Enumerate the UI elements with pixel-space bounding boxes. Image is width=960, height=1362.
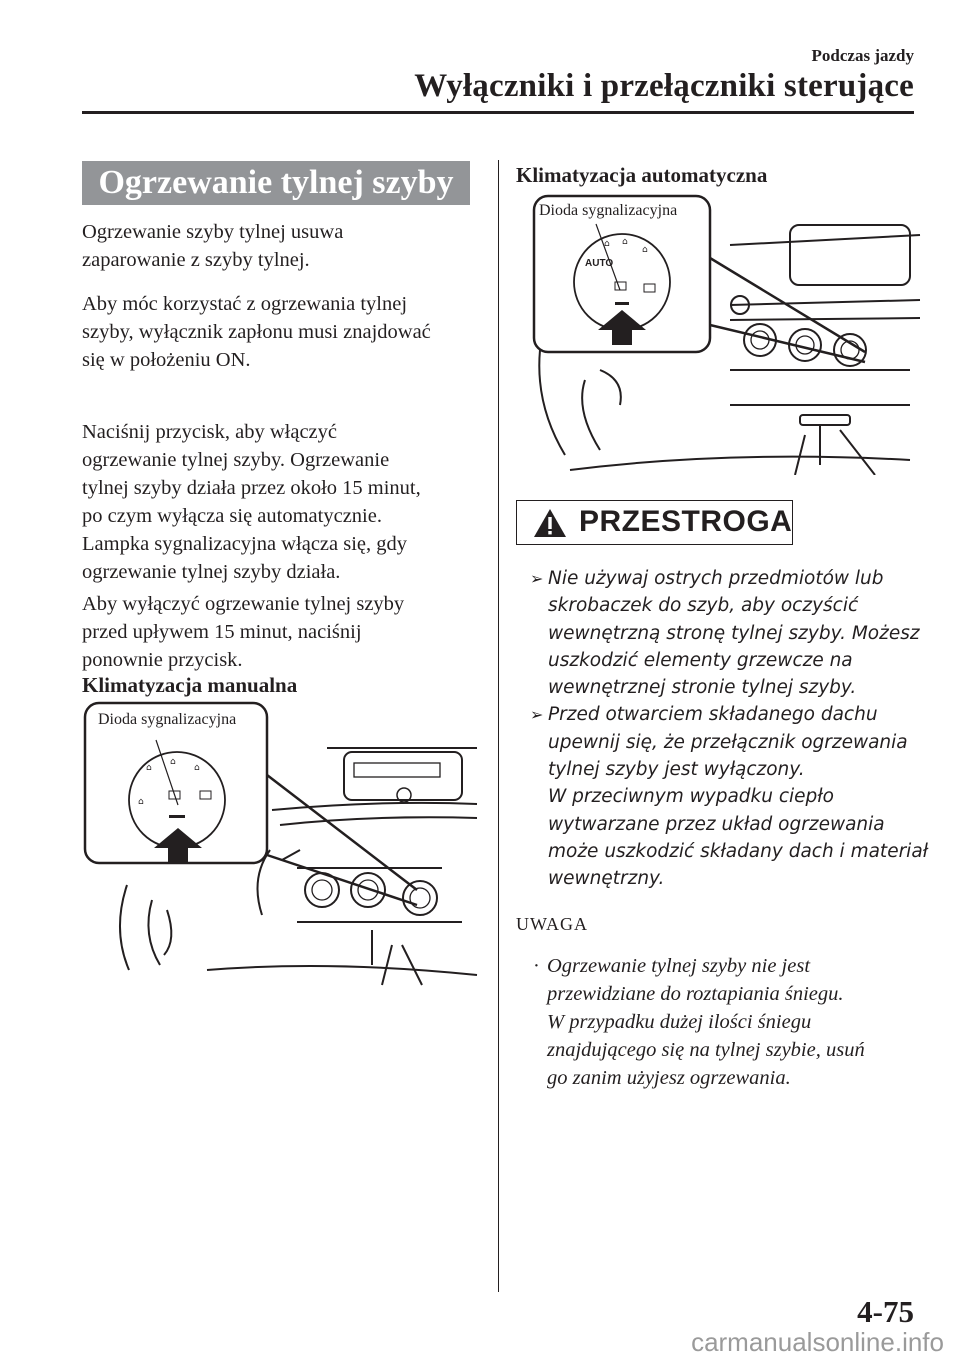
manual-indicator-callout: Dioda sygnalizacyjna xyxy=(98,711,237,728)
note-text: · Ogrzewanie tylnej szyby nie jest przewidziane do roztapiania śniegu. W przypadku dużej ilości śniegu znajdującego się na tylnej szybie, usuń go zanim użyjesz ogrzewania. xyxy=(533,952,865,1092)
svg-text:⌂: ⌂ xyxy=(622,237,628,247)
paragraph-ignition: Aby móc korzystać z ogrzewania tylnej szyby, wyłącznik zapłonu musi znajdować się w położeniu ON. xyxy=(82,293,431,371)
manual-ac-illustration xyxy=(82,700,482,990)
caution-bullet-list xyxy=(530,565,930,893)
auto-ac-heading: Klimatyzacja automatyczna xyxy=(516,163,768,187)
svg-text:⌂: ⌂ xyxy=(194,763,200,773)
bullet-arrow-icon: ➢ xyxy=(530,705,544,725)
svg-text:⌂: ⌂ xyxy=(146,763,152,773)
manual-ac-heading: Klimatyzacja manualna xyxy=(82,673,298,697)
list-item: ➢ Nie używaj ostrych przedmiotów lub skrobaczek do szyb, aby oczyścić wewnętrzną stronę tylnej szyby. Możesz uszkodzić elementy grzewcze na wewnętrznej stronie tylnej szyby. xyxy=(530,565,930,701)
auto-ac-illustration xyxy=(530,190,930,475)
section-banner: Ogrzewanie tylnej szyby xyxy=(82,161,470,205)
note-heading: UWAGA xyxy=(516,914,588,934)
warning-icon xyxy=(533,508,567,538)
paragraph-operation: Naciśnij przycisk, aby włączyć ogrzewanie tylnej szyby. Ogrzewanie tylnej szyby działa przez około 15 minut, po czym wyłącza się automatycznie. Lampka sygnalizacyjna włącza się, gdy ogrzewanie tylnej szyby działa. xyxy=(82,421,421,583)
caution-box xyxy=(516,500,793,545)
bullet-dot-icon: · xyxy=(533,955,540,977)
auto-indicator-callout: Dioda sygnalizacyjna xyxy=(539,202,678,219)
paragraph-turn-off: Aby wyłączyć ogrzewanie tylnej szyby przed upływem 15 minut, naciśnij ponownie przycisk. xyxy=(82,593,405,671)
svg-text:⌂: ⌂ xyxy=(604,239,610,249)
svg-text:⌂: ⌂ xyxy=(138,797,144,807)
section-label: Podczas jazdy xyxy=(811,46,914,65)
bullet-arrow-icon: ➢ xyxy=(530,569,544,588)
svg-text:⌂: ⌂ xyxy=(642,245,648,255)
caution-label: PRZESTROGA xyxy=(579,505,793,538)
list-item: ➢ Przed otwarciem składanego dachu upewnij się, że przełącznik ogrzewania tylnej szyby jest wyłączony. W przeciwnym wypadku ciepło wytwarzane przez układ ogrzewania może uszkodzić składany dach i materiał wewnętrzny. xyxy=(530,701,930,892)
paragraph-intro: Ogrzewanie szyby tylnej usuwa zaparowanie z szyby tylnej. xyxy=(82,221,344,271)
auto-dial-label: AUTO xyxy=(585,258,614,269)
page-title: Wyłączniki i przełączniki sterujące xyxy=(414,68,914,104)
page-number: 4-75 xyxy=(857,1294,914,1329)
footer-watermark: carmanualsonline.info xyxy=(691,1327,944,1357)
svg-text:⌂: ⌂ xyxy=(170,757,176,767)
header-divider xyxy=(82,111,914,114)
column-divider xyxy=(498,160,499,1292)
